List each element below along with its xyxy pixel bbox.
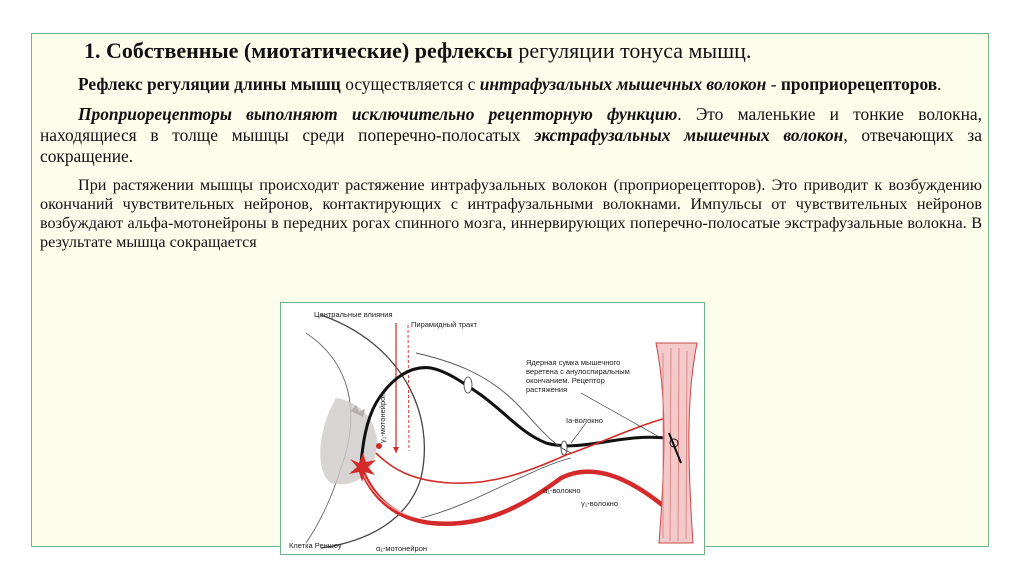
title-bold: Собственные (миотатические) рефлексы [106, 38, 513, 63]
text-block [40, 38, 982, 261]
label-renshaw: Клетка Реншоу [289, 541, 342, 550]
label-ia-fiber: Iа-волокно [566, 416, 603, 425]
p1-text: осуществляется с [345, 74, 476, 94]
alpha-motor-fiber [361, 468, 666, 524]
label-alpha-fiber: α₁-волокно [543, 486, 581, 495]
label-spindle-2: веретена с анулоспиральным [526, 367, 630, 376]
p1-end: . [937, 74, 942, 94]
reflex-arc-diagram [281, 303, 705, 555]
label-pyramidal: Пирамидный тракт [411, 320, 478, 329]
leader-ia [571, 423, 586, 443]
p1-bold-2: проприорецепторов [780, 74, 938, 94]
slide-title [84, 38, 982, 64]
label-alpha-mn: α₁-мотонейрон [376, 544, 428, 553]
label-gamma-mn: γ₁-мотонейрон [378, 392, 387, 443]
label-spindle-1: Ядерная сумка мышечного [526, 358, 621, 367]
reflex-arc-figure [280, 302, 705, 555]
p1-dash: - [770, 74, 777, 94]
title-number: 1. [84, 38, 101, 63]
p2-text: . Это маленькие и тонкие волокна, находящиеся в толще мышцы среди поперечно-полосатых [40, 104, 982, 145]
paragraph-1 [40, 74, 982, 95]
paragraph-2 [40, 104, 982, 167]
label-spindle-3: окончанием. Рецептор [526, 376, 605, 385]
ganglion-marker [464, 377, 472, 393]
p1-bold: Рефлекс регуляции длины мышц [78, 74, 341, 94]
p2-emph: Проприорецепторы выполняют исключительно рецепторную функцию [78, 104, 678, 124]
p1-emph: интрафузальных мышечных волокон [479, 74, 767, 94]
arrow-down-icon [393, 447, 399, 453]
muscle-shape [656, 343, 697, 543]
p2-emph-2: экстрафузальных мышечных волокон [534, 125, 844, 145]
paragraph-3: При растяжении мышцы происходит растяжение интрафузальных волокон (проприорецепторов). Это приводит к возбуждению окончаний чувствительных нейронов, контактирующих с интрафузальными волокнами. Импульсы от чувствительных нейронов возбуждают альфа-мотонейроны в передних рогах спинного мозга, иннервирующих поперечно-полосатые экстрафузальные волокна. В результате мышца сокращается [40, 176, 982, 251]
label-spindle-4: растяжения [526, 385, 568, 394]
title-rest: регуляции тонуса мышц. [518, 38, 752, 63]
label-gamma-fiber: γ₁-волокно [581, 499, 618, 508]
label-central: Центральные влияния [314, 310, 393, 319]
p2-end: , отвечающих за сокращение. [40, 125, 982, 166]
